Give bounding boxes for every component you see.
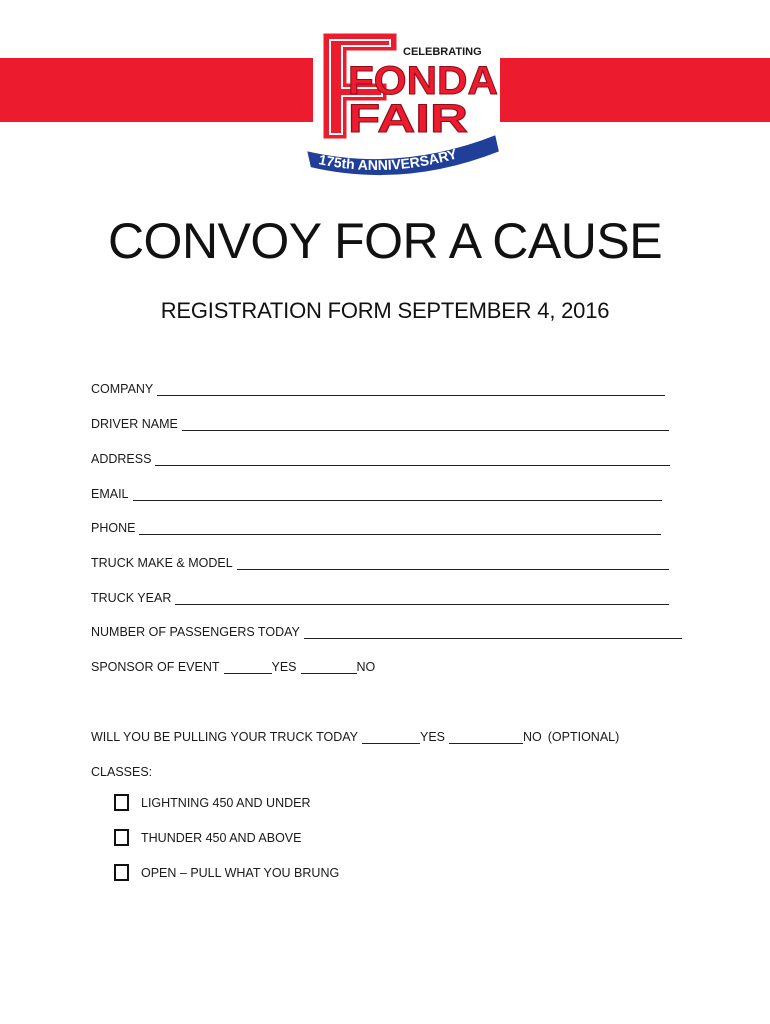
lightning-checkbox[interactable] [114, 794, 129, 811]
address-field[interactable] [155, 453, 670, 466]
truck-year-row [91, 591, 669, 605]
class-option-open [114, 864, 339, 881]
thunder-label: THUNDER 450 AND ABOVE [141, 830, 302, 845]
pulling-yes-label: YES [419, 730, 445, 744]
open-label: OPEN – PULL WHAT YOU BRUNG [141, 865, 340, 880]
truck-make-model-row [91, 556, 669, 570]
phone-label: PHONE [91, 521, 136, 535]
classes-row [91, 765, 152, 779]
open-checkbox[interactable] [114, 864, 129, 881]
pulling-label: WILL YOU BE PULLING YOUR TRUCK TODAY [91, 730, 358, 744]
driver-name-label: DRIVER NAME [91, 417, 178, 431]
company-label: COMPANY [91, 382, 154, 396]
email-row [91, 487, 662, 501]
thunder-checkbox[interactable] [114, 829, 129, 846]
company-row [91, 382, 665, 396]
passengers-row [91, 625, 682, 639]
class-option-lightning [114, 794, 310, 811]
company-field[interactable] [157, 383, 665, 396]
phone-row [91, 521, 661, 535]
logo-celebrating-text: CELEBRATING [403, 46, 482, 58]
passengers-label: NUMBER OF PASSENGERS TODAY [91, 625, 300, 639]
truck-year-label: TRUCK YEAR [91, 591, 172, 605]
email-label: EMAIL [91, 487, 129, 501]
address-row [91, 452, 670, 466]
sponsor-row [91, 660, 375, 674]
sponsor-yes-label: YES [271, 660, 297, 674]
red-banner-right [500, 58, 770, 122]
pulling-yes-field[interactable] [362, 731, 420, 744]
sponsor-label: SPONSOR OF EVENT [91, 660, 220, 674]
address-label: ADDRESS [91, 452, 152, 466]
passengers-field[interactable] [304, 626, 682, 639]
pulling-row [91, 730, 619, 744]
page-subtitle: REGISTRATION FORM SEPTEMBER 4, 2016 [160, 298, 610, 323]
truck-make-model-field[interactable] [237, 557, 669, 570]
red-banner-left [0, 58, 313, 122]
phone-field[interactable] [139, 522, 661, 535]
logo-anniversary-text: 175th ANNIVERSARY [317, 145, 459, 174]
driver-name-field[interactable] [182, 418, 669, 431]
pulling-no-label: NO [523, 730, 542, 744]
driver-name-row [91, 417, 669, 431]
pulling-no-field[interactable] [449, 731, 523, 744]
sponsor-no-field[interactable] [301, 661, 357, 674]
classes-label: CLASSES: [91, 765, 153, 779]
logo-fonda-text: FONDA [348, 59, 498, 103]
logo-fair-text: FAIR [348, 97, 469, 141]
sponsor-yes-field[interactable] [224, 661, 272, 674]
truck-year-field[interactable] [175, 592, 669, 605]
truck-make-model-label: TRUCK MAKE & MODEL [91, 556, 233, 570]
email-field[interactable] [133, 488, 662, 501]
fonda-fair-logo [300, 22, 505, 182]
page-title: CONVOY FOR A CAUSE [107, 213, 663, 269]
pulling-optional-note: (OPTIONAL) [547, 730, 620, 744]
sponsor-no-label: NO [356, 660, 376, 674]
lightning-label: LIGHTNING 450 AND UNDER [141, 795, 311, 810]
class-option-thunder [114, 829, 301, 846]
